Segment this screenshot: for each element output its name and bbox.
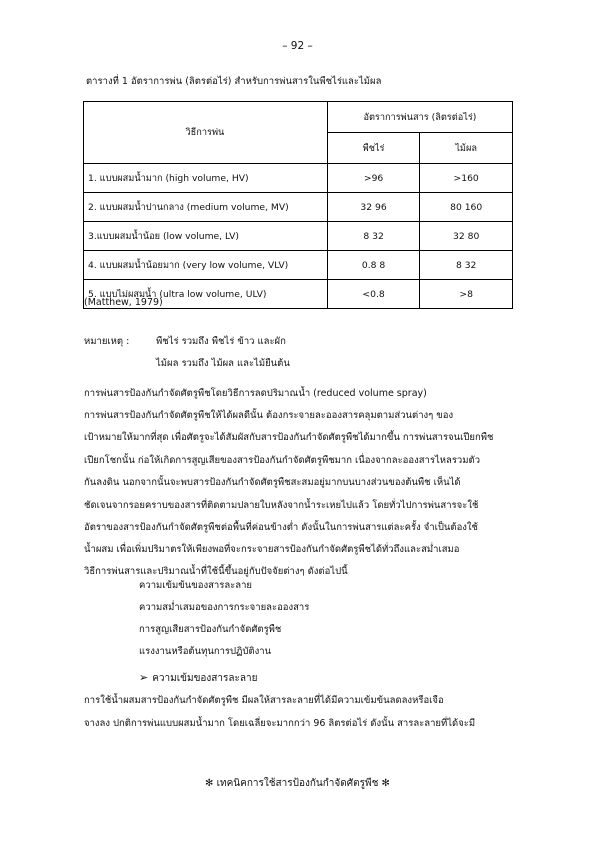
header-orchard: ไม้ผล [420,133,513,164]
paragraph-line: วิธีการพ่นสารและปริมาณน้ำที่ใช้นี้ขึ้นอยู่กับปัจจัยต่างๆ ดังต่อไปนี้ [84,566,348,577]
note-line: พืชไร่ รวมถึง พืชไร่ ข้าว และผัก [156,336,286,347]
page-footer: ✻ เทคนิคการใช้สารป้องกันกำจัดศัตรูพืช ✻ [205,778,390,789]
table-row [84,251,513,280]
paragraph-line: เปียกโชกนั้น ก่อให้เกิดการสูญเสียของสารป้องกันกำจัดศัตรูพืชมาก เนื่องจากละอองสารไหลรวมตัว [84,455,481,466]
cell-orchard-rate: >160 [420,164,513,193]
header-field-crops: พืชไร่ [327,133,420,164]
factor-list-item: ความเข้มข้นของสารละลาย [139,580,252,591]
paragraph-line: ชัดเจนจากรอยคราบของสารที่ติดตามปลายใบหลังจากน้ำระเหยไปแล้ว โดยทั่วไปการพ่นสารจะใช้ [84,500,479,511]
section-title: การพ่นสารป้องกันกำจัดศัตรูพืชโดยวิธีการลดปริมาณน้ำ (reduced volume spray) [84,388,427,399]
cell-method: 2. แบบผสมน้ำปานกลาง (medium volume, MV) [84,193,328,222]
header-method: วิธีการพ่น [84,102,328,164]
cell-orchard-rate: >8 [420,280,513,309]
paragraph-line: เป้าหมายให้มากที่สุด เพื่อศัตรูจะได้สัมผัสกับสารป้องกันกำจัดศัตรูพืชได้มากขึ้น การพ่นสารจนเปียกพืช [84,432,494,443]
arrow-bullet-icon: ➢ [139,671,149,684]
cell-method: 4. แบบผสมน้ำน้อยมาก (very low volume, VLV) [84,251,328,280]
factor-list-item: การสูญเสียสารป้องกันกำจัดศัตรูพืช [139,624,282,635]
paragraph-line: กันลงดิน นอกจากนั้นจะพบสารป้องกันกำจัดศัตรูพืชสะสมอยู่มากบนบางส่วนของต้นพืช เห็นได้ [84,477,461,488]
table-source: (Matthew, 1979) [84,297,163,308]
paragraph-line: อัตราของสารป้องกันกำจัดศัตรูพืชต่อพื้นที่ค่อนข้างต่ำ ดังนั้นในการพ่นสารแต่ละครั้ง จำเป็นต้องใช้ [84,522,478,533]
spray-rate-table [83,101,513,309]
factor-list-item: แรงงานหรือต้นทุนการปฏิบัติงาน [139,646,272,657]
page-number: – 92 – [282,40,313,52]
cell-method: 5. แบบไม่ผสมน้ำ (ultra low volume, ULV) [84,280,328,309]
cell-field-rate: 32 96 [327,193,420,222]
sub-heading [139,671,258,686]
cell-orchard-rate: 8 32 [420,251,513,280]
factor-list-item: ความสม่ำเสมอของการกระจายละอองสาร [139,602,310,613]
paragraph-line: จางลง ปกติการพ่นแบบผสมน้ำมาก โดยเฉลี่ยจะมากกว่า 96 ลิตรต่อไร่ ดังนั้น สารละลายที่ได้จะมี [84,718,476,729]
table-row [84,222,513,251]
cell-field-rate: 0.8 8 [327,251,420,280]
table-row [84,164,513,193]
cell-field-rate: 8 32 [327,222,420,251]
cell-orchard-rate: 32 80 [420,222,513,251]
note-label: หมายเหตุ : [84,336,130,347]
table-header-row [84,102,513,133]
paragraph-line: การพ่นสารป้องกันกำจัดศัตรูพืชให้ได้ผลดีนั้น ต้องกระจายละอองสารคลุมตามส่วนต่างๆ ของ [84,410,454,421]
table-row [84,193,513,222]
paragraph-line: การใช้น้ำผสมสารป้องกันกำจัดศัตรูพืช มีผลให้สารละลายที่ได้มีความเข้มข้นลดลงหรือเจือ [84,695,444,706]
cell-orchard-rate: 80 160 [420,193,513,222]
sub-heading-text: ความเข้มของสารละลาย [152,673,258,684]
note-line: ไม้ผล รวมถึง ไม้ผล และไม้ยืนต้น [156,358,290,369]
table-caption: ตารางที่ 1 อัตราการพ่น (ลิตรต่อไร่) สำหรับการพ่นสารในพืชไร่และไม้ผล [86,76,382,87]
cell-field-rate: >96 [327,164,420,193]
cell-method: 3.แบบผสมน้ำน้อย (low volume, LV) [84,222,328,251]
header-rate: อัตราการพ่นสาร (ลิตรต่อไร่) [327,102,512,133]
paragraph-line: น้ำผสม เพื่อเพิ่มปริมาตรให้เพียงพอที่จะกระจายสารป้องกันกำจัดศัตรูพืชได้ทั่วถึงและสม่ำเสมอ [84,544,460,555]
cell-field-rate: <0.8 [327,280,420,309]
cell-method: 1. แบบผสมน้ำมาก (high volume, HV) [84,164,328,193]
